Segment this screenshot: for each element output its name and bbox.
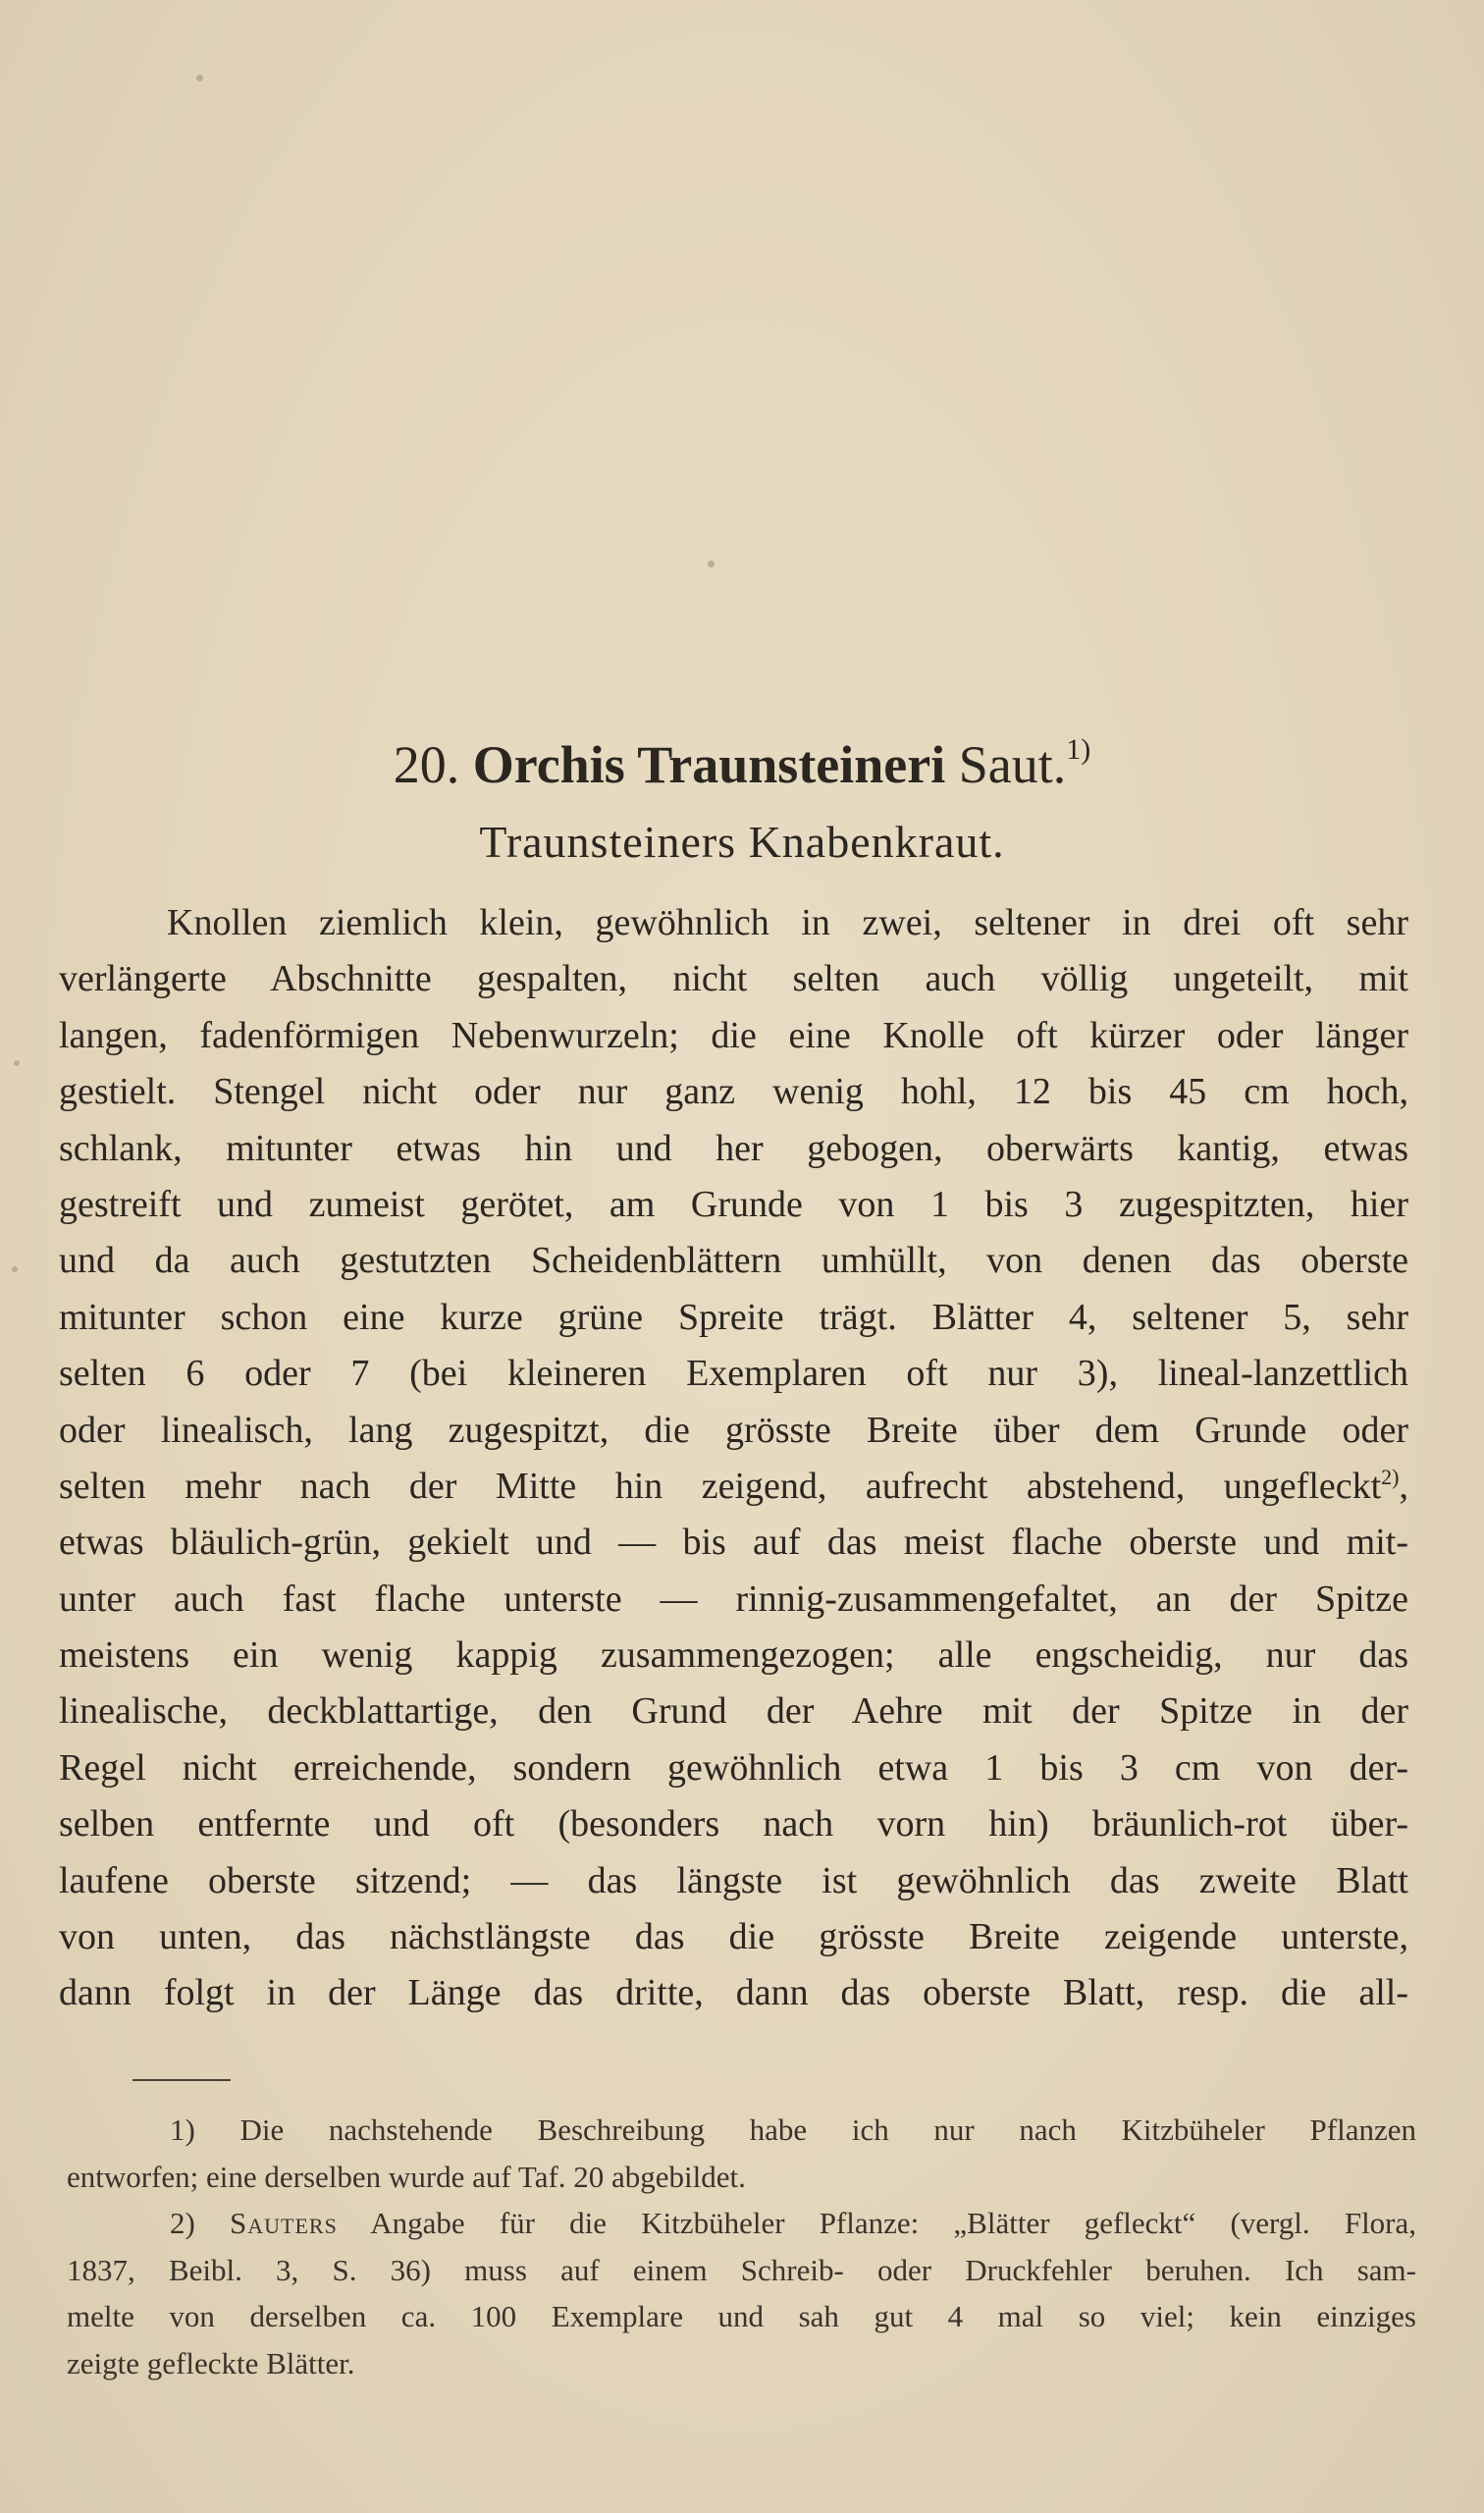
text-line: linealische, deckblattartige, den Grund der Aehre mit der Spitze in der bbox=[59, 1690, 1408, 1733]
text-line: meistens ein wenig kappig zusammengezogen; alle engscheidig, nur das bbox=[59, 1634, 1408, 1677]
footnote-1-line: entworfen; eine derselben wurde auf Taf. 20 abgebildet. bbox=[67, 2159, 746, 2194]
page-title bbox=[0, 715, 1484, 800]
text-line: verlängerte Abschnitte gespalten, nicht selten auch völlig ungeteilt, mit bbox=[59, 958, 1408, 1000]
text-line: selten 6 oder 7 (bei kleineren Exemplaren oft nur 3), lineal-lanzettlich bbox=[59, 1353, 1408, 1395]
footnote-divider bbox=[132, 2079, 231, 2081]
text-line: mitunter schon eine kurze grüne Spreite trägt. Blätter 4, seltener 5, sehr bbox=[59, 1296, 1408, 1338]
text-line: selben entfernte und oft (besonders nach vorn hin) bräunlich-rot über- bbox=[59, 1803, 1408, 1845]
text-line-tail: , bbox=[1399, 1465, 1408, 1507]
text-line: und da auch gestutzten Scheidenblättern umhüllt, von denen das oberste bbox=[59, 1240, 1408, 1282]
text-line: etwas bläulich-grün, gekielt und — bis auf das meist flache oberste und mit- bbox=[59, 1522, 1408, 1564]
paper-speck bbox=[12, 1266, 18, 1272]
paper-speck bbox=[708, 561, 715, 567]
footnote-1-line: 1) Die nachstehende Beschreibung habe ich nur nach Kitzbüheler Pflanzen bbox=[170, 2112, 1416, 2147]
text-line: unter auch fast flache unterste — rinnig-zusammengefaltet, an der Spitze bbox=[59, 1577, 1408, 1620]
paper-speck bbox=[196, 75, 203, 81]
text-line: von unten, das nächstlängste das die grösste Breite zeigende unterste, bbox=[59, 1916, 1408, 1958]
text-line: Regel nicht erreichende, sondern gewöhnlich etwa 1 bis 3 cm von der- bbox=[59, 1746, 1408, 1789]
author-name: Sauters bbox=[230, 2206, 338, 2240]
description-text bbox=[59, 895, 1408, 2022]
footnotes bbox=[67, 2107, 1416, 2386]
footnote-2-text: Angabe für die Kitzbüheler Pflanze: „Blätter gefleckt“ (vergl. Flora, bbox=[370, 2206, 1416, 2240]
footnote-2-line: 1837, Beibl. 3, S. 36) muss auf einem Schreib- oder Druckfehler beruhen. Ich sam- bbox=[67, 2252, 1416, 2287]
footnote-ref: 1) bbox=[1066, 733, 1091, 766]
species-author: Saut. bbox=[958, 735, 1067, 794]
footnote-ref: 2) bbox=[1381, 1464, 1400, 1489]
species-name: Orchis Traunsteineri bbox=[472, 735, 946, 794]
text-line: langen, fadenförmigen Nebenwurzeln; die eine Knolle oft kürzer oder länger bbox=[59, 1014, 1408, 1056]
footnote-2-line: zeigte gefleckte Blätter. bbox=[67, 2345, 355, 2380]
text-line: oder linealisch, lang zugespitzt, die grösste Breite über dem Grunde oder bbox=[59, 1409, 1408, 1451]
text-line: Knollen ziemlich klein, gewöhnlich in zwei, seltener in drei oft sehr bbox=[167, 902, 1408, 943]
footnote-2-number: 2) bbox=[170, 2206, 195, 2240]
footnote-2-line: melte von derselben ca. 100 Exemplare und sah gut 4 mal so viel; kein einziges bbox=[67, 2299, 1416, 2333]
paper-speck bbox=[14, 1060, 20, 1066]
text-line: gestreift und zumeist gerötet, am Grunde von 1 bis 3 zugespitzten, hier bbox=[59, 1183, 1408, 1225]
common-name: Traunsteiners Knabenkraut. bbox=[479, 817, 1005, 867]
section-number: 20. bbox=[393, 735, 460, 794]
text-line: dann folgt in der Länge das dritte, dann das oberste Blatt, resp. die all- bbox=[59, 1972, 1408, 2014]
footnote-2-line bbox=[67, 2200, 1416, 2247]
text-line-main: selten mehr nach der Mitte hin zeigend, aufrecht abstehend, ungefleckt bbox=[59, 1465, 1382, 1507]
text-line: laufene oberste sitzend; — das längste ist gewöhnlich das zweite Blatt bbox=[59, 1859, 1408, 1901]
text-line: schlank, mitunter etwas hin und her gebogen, oberwärts kantig, etwas bbox=[59, 1127, 1408, 1169]
text-line bbox=[59, 1459, 1408, 1515]
text-line: gestielt. Stengel nicht oder nur ganz wenig hohl, 12 bis 45 cm hoch, bbox=[59, 1071, 1408, 1113]
